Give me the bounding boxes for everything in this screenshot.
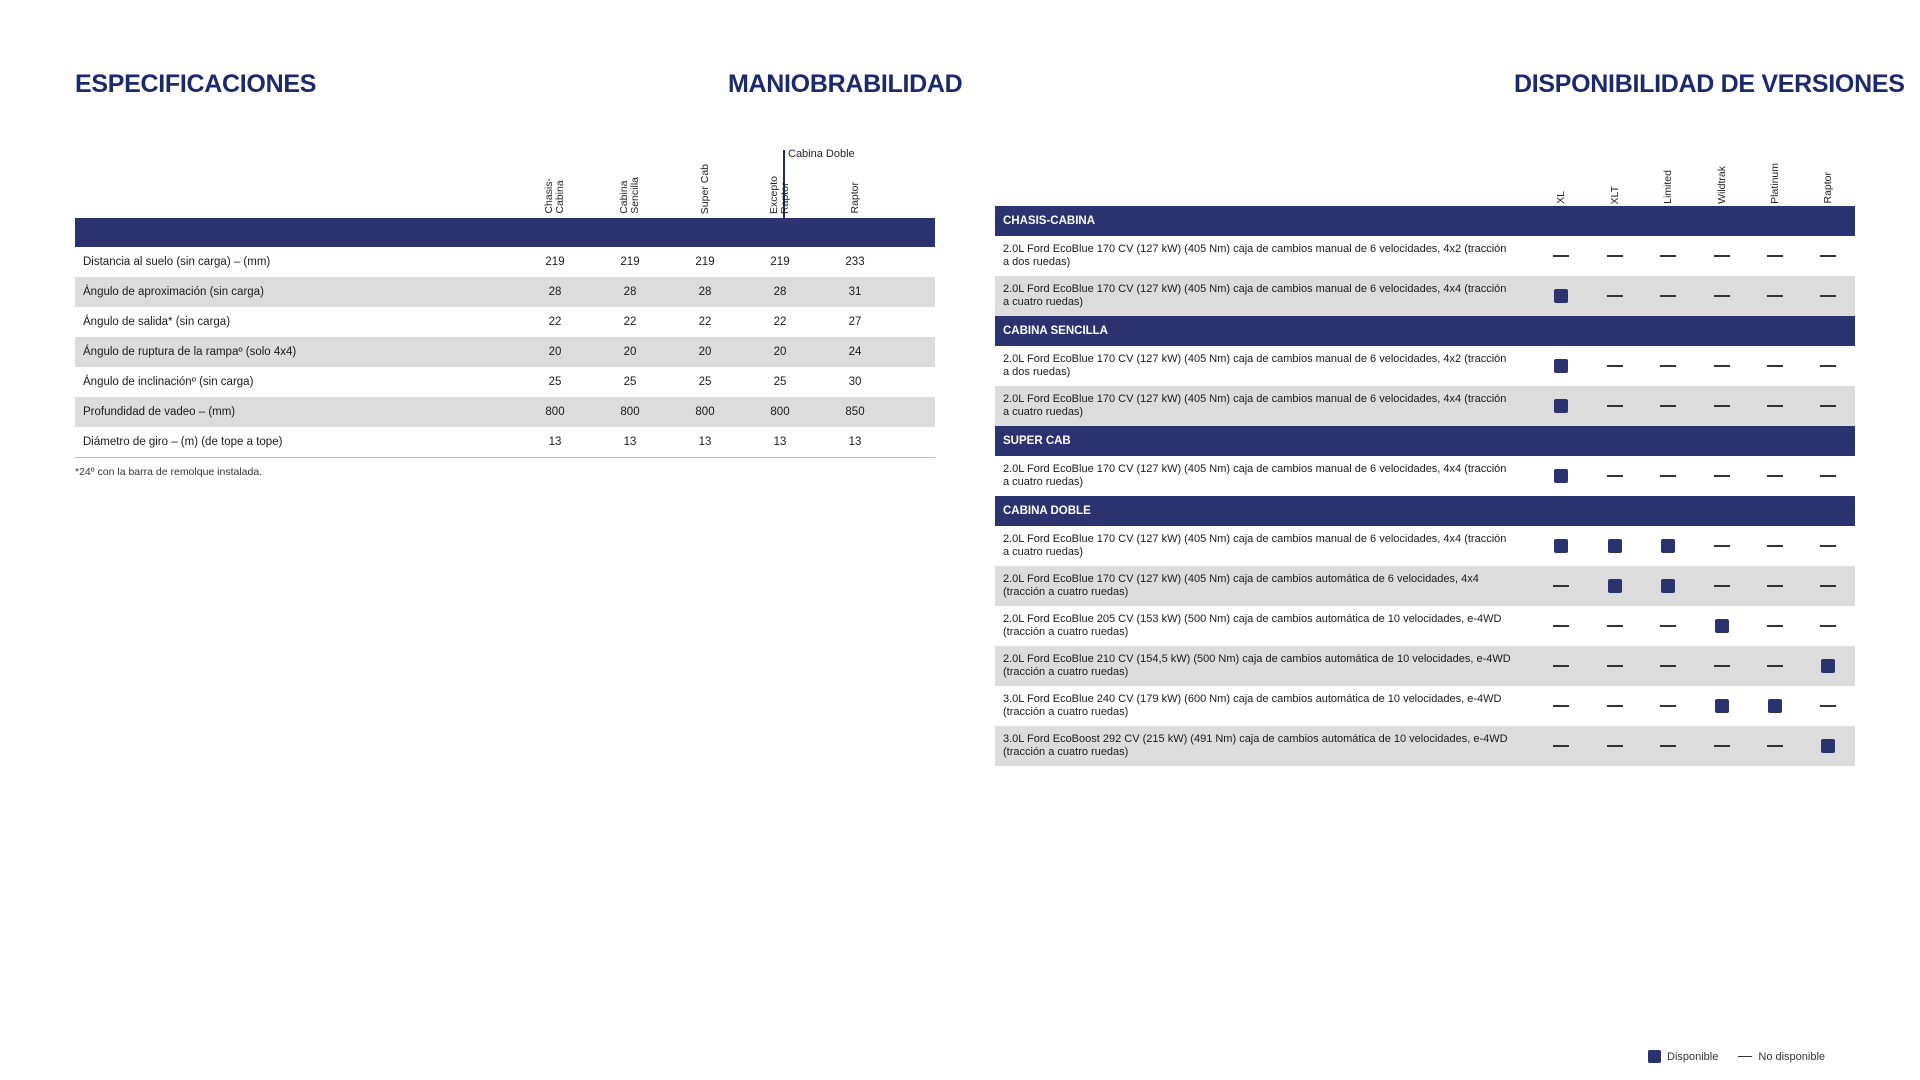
not-available-icon (1767, 545, 1783, 547)
column-header (595, 148, 665, 214)
cell-value: 22 (548, 316, 562, 328)
not-available-icon (1660, 625, 1676, 627)
column-label: XLT (1608, 185, 1621, 204)
available-icon (1715, 619, 1729, 633)
table-row (75, 307, 935, 337)
column-label: Raptor (1821, 172, 1834, 204)
engine-description: 2.0L Ford EcoBlue 170 CV (127 kW) (405 Nm) caja de cambios manual de 6 velocidades, 4x4 (tracción a cuatro ruedas) (1003, 532, 1507, 558)
engine-description: 3.0L Ford EcoBoost 292 CV (215 kW) (491 Nm) caja de cambios automática de 10 velocidades, e-4WD (tracción a cuatro ruedas) (1003, 732, 1508, 758)
cell-value: 22 (698, 316, 712, 328)
cell-value: 20 (773, 346, 787, 358)
available-icon (1554, 289, 1568, 303)
cell-value: 28 (773, 286, 787, 298)
available-icon (1715, 699, 1729, 713)
table-row (75, 397, 935, 427)
maniobrabilidad-header (75, 148, 935, 218)
disponibilidad-header (995, 150, 1855, 206)
engine-description: 2.0L Ford EcoBlue 170 CV (127 kW) (405 Nm) caja de cambios automática de 6 velocidades, 4x4 (tracción a cuatro ruedas) (1003, 572, 1479, 598)
available-icon (1648, 1050, 1661, 1063)
cell-value: 13 (773, 436, 787, 448)
not-available-icon (1607, 705, 1623, 707)
column-header (745, 148, 815, 214)
table-row (995, 346, 1855, 386)
not-available-icon (1607, 255, 1623, 257)
available-icon (1554, 469, 1568, 483)
column-label: Chasis- Cabina (543, 178, 566, 214)
not-available-icon (1660, 475, 1676, 477)
engine-description: 2.0L Ford EcoBlue 205 CV (153 kW) (500 Nm) caja de cambios automática de 10 velocidades, e-4WD (tracción a cuatro ruedas) (1003, 612, 1502, 638)
legend-available-label: Disponible (1667, 1050, 1719, 1063)
cell-value: 25 (623, 376, 637, 388)
not-available-icon (1553, 255, 1569, 257)
available-icon (1821, 659, 1835, 673)
not-available-icon (1607, 475, 1623, 477)
not-available-icon (1767, 365, 1783, 367)
not-available-icon (1660, 295, 1676, 297)
table-row (995, 686, 1855, 726)
cell-value: 22 (773, 316, 787, 328)
cell-value: 25 (698, 376, 712, 388)
engine-description: 2.0L Ford EcoBlue 170 CV (127 kW) (405 Nm) caja de cambios manual de 6 velocidades, 4x2 (tracción a dos ruedas) (1003, 242, 1507, 268)
column-header (1597, 148, 1633, 204)
not-available-icon (1553, 745, 1569, 747)
table-row (995, 566, 1855, 606)
not-available-icon (1553, 585, 1569, 587)
table-row (995, 606, 1855, 646)
not-available-icon (1738, 1056, 1752, 1058)
not-available-icon (1820, 295, 1836, 297)
not-available-icon (1607, 745, 1623, 747)
column-label: Limited (1661, 170, 1674, 204)
not-available-icon (1607, 365, 1623, 367)
engine-description: 3.0L Ford EcoBlue 240 CV (179 kW) (600 Nm) caja de cambios automática de 10 velocidades, e-4WD (tracción a cuatro ruedas) (1003, 692, 1502, 718)
cell-value: 13 (548, 436, 562, 448)
row-label: Diámetro de giro – (m) (de tope a tope) (83, 436, 283, 448)
available-icon (1554, 359, 1568, 373)
footnote: *24º con la barra de remolque instalada. (75, 466, 263, 478)
column-header (1543, 148, 1579, 204)
not-available-icon (1767, 665, 1783, 667)
table-row (75, 277, 935, 307)
available-icon (1661, 579, 1675, 593)
cell-value: 800 (695, 406, 715, 418)
not-available-icon (1767, 475, 1783, 477)
cell-value: 800 (620, 406, 640, 418)
column-header (1704, 148, 1740, 204)
cell-value: 31 (848, 286, 862, 298)
section-header: CABINA SENCILLA (995, 316, 1855, 346)
not-available-icon (1767, 585, 1783, 587)
section-header: SUPER CAB (995, 426, 1855, 456)
table-row (995, 726, 1855, 766)
cell-value: 13 (623, 436, 637, 448)
row-label: Ángulo de ruptura de la rampaº (solo 4x4) (83, 346, 297, 358)
cell-value: 28 (698, 286, 712, 298)
table-row (995, 526, 1855, 566)
legend (1648, 1050, 1825, 1063)
table-row (995, 646, 1855, 686)
section-header: CABINA DOBLE (995, 496, 1855, 526)
cell-value: 219 (545, 256, 565, 268)
not-available-icon (1660, 405, 1676, 407)
table-row (75, 337, 935, 367)
engine-description: 2.0L Ford EcoBlue 170 CV (127 kW) (405 Nm) caja de cambios manual de 6 velocidades, 4x4 (tracción a cuatro ruedas) (1003, 282, 1507, 308)
maniobrabilidad-rows (75, 247, 935, 457)
not-available-icon (1820, 365, 1836, 367)
cell-value: 800 (545, 406, 565, 418)
column-header (820, 148, 890, 214)
table-row (995, 276, 1855, 316)
not-available-icon (1820, 545, 1836, 547)
available-icon (1554, 399, 1568, 413)
not-available-icon (1714, 255, 1730, 257)
header-bar (75, 218, 935, 247)
group-label-cabina-doble: Cabina Doble (788, 148, 855, 160)
column-header (520, 148, 590, 214)
cell-value: 850 (845, 406, 865, 418)
not-available-icon (1607, 405, 1623, 407)
cell-value: 22 (623, 316, 637, 328)
not-available-icon (1767, 295, 1783, 297)
engine-description: 2.0L Ford EcoBlue 170 CV (127 kW) (405 Nm) caja de cambios manual de 6 velocidades, 4x4 (tracción a cuatro ruedas) (1003, 462, 1507, 488)
cell-value: 25 (548, 376, 562, 388)
cell-value: 27 (848, 316, 862, 328)
not-available-icon (1553, 665, 1569, 667)
not-available-icon (1660, 365, 1676, 367)
available-icon (1608, 579, 1622, 593)
engine-description: 2.0L Ford EcoBlue 210 CV (154,5 kW) (500 Nm) caja de cambios automática de 10 velocidades, e-4WD (tracción a cuatro ruedas) (1003, 652, 1511, 678)
column-header (670, 148, 740, 214)
not-available-icon (1714, 365, 1730, 367)
cell-value: 800 (770, 406, 790, 418)
cell-value: 24 (848, 346, 862, 358)
available-icon (1554, 539, 1568, 553)
row-label: Profundidad de vadeo – (mm) (83, 406, 236, 418)
section-header: CHASIS-CABINA (995, 206, 1855, 236)
cell-value: 13 (698, 436, 712, 448)
available-icon (1768, 699, 1782, 713)
not-available-icon (1767, 745, 1783, 747)
cell-value: 219 (770, 256, 790, 268)
cell-value: 20 (548, 346, 562, 358)
not-available-icon (1714, 585, 1730, 587)
not-available-icon (1820, 255, 1836, 257)
not-available-icon (1820, 625, 1836, 627)
not-available-icon (1820, 705, 1836, 707)
cell-value: 233 (845, 256, 865, 268)
table-row (75, 367, 935, 397)
engine-description: 2.0L Ford EcoBlue 170 CV (127 kW) (405 Nm) caja de cambios manual de 6 velocidades, 4x2 (tracción a dos ruedas) (1003, 352, 1507, 378)
not-available-icon (1553, 705, 1569, 707)
cell-value: 13 (848, 436, 862, 448)
column-label: Excepto Raptor (768, 176, 791, 214)
not-available-icon (1714, 545, 1730, 547)
disponibilidad-rows (995, 206, 1855, 766)
row-label: Distancia al suelo (sin carga) – (mm) (83, 256, 271, 268)
heading-disponibilidad: DISPONIBILIDAD DE VERSIONES (1514, 70, 1905, 98)
not-available-icon (1660, 745, 1676, 747)
not-available-icon (1820, 405, 1836, 407)
column-label: Cabina Sencilla (618, 177, 641, 214)
column-label: Super Cab (698, 163, 711, 214)
table-divider (75, 457, 935, 458)
cell-value: 30 (848, 376, 862, 388)
disponibilidad-table (995, 150, 1855, 766)
not-available-icon (1607, 295, 1623, 297)
not-available-icon (1714, 665, 1730, 667)
not-available-icon (1607, 625, 1623, 627)
not-available-icon (1714, 405, 1730, 407)
table-row (995, 456, 1855, 496)
column-label: Wildtrak (1715, 166, 1728, 204)
column-header (1650, 148, 1686, 204)
table-row (995, 236, 1855, 276)
legend-not-available-label: No disponible (1758, 1050, 1826, 1063)
not-available-icon (1767, 625, 1783, 627)
maniobrabilidad-table (75, 148, 935, 478)
engine-description: 2.0L Ford EcoBlue 170 CV (127 kW) (405 Nm) caja de cambios manual de 6 velocidades, 4x4 (tracción a cuatro ruedas) (1003, 392, 1507, 418)
heading-especificaciones: ESPECIFICACIONES (75, 70, 317, 98)
not-available-icon (1767, 405, 1783, 407)
column-label: Raptor (848, 182, 861, 214)
table-row (995, 386, 1855, 426)
table-row (75, 427, 935, 457)
not-available-icon (1660, 665, 1676, 667)
column-label: XL (1554, 191, 1567, 204)
not-available-icon (1714, 475, 1730, 477)
not-available-icon (1714, 745, 1730, 747)
available-icon (1661, 539, 1675, 553)
row-label: Ángulo de inclinaciónº (sin carga) (83, 376, 254, 388)
not-available-icon (1767, 255, 1783, 257)
cell-value: 219 (695, 256, 715, 268)
not-available-icon (1553, 625, 1569, 627)
not-available-icon (1820, 585, 1836, 587)
cell-value: 219 (620, 256, 640, 268)
not-available-icon (1820, 475, 1836, 477)
cell-value: 20 (698, 346, 712, 358)
available-icon (1821, 739, 1835, 753)
cell-value: 20 (623, 346, 637, 358)
cell-value: 25 (773, 376, 787, 388)
table-row (75, 247, 935, 277)
heading-maniobrabilidad: MANIOBRABILIDAD (728, 70, 963, 98)
column-header (1810, 148, 1846, 204)
not-available-icon (1714, 295, 1730, 297)
not-available-icon (1660, 255, 1676, 257)
not-available-icon (1607, 665, 1623, 667)
row-label: Ángulo de salida* (sin carga) (83, 316, 231, 328)
column-header (1757, 148, 1793, 204)
cell-value: 28 (548, 286, 562, 298)
not-available-icon (1660, 705, 1676, 707)
cell-value: 28 (623, 286, 637, 298)
row-label: Ángulo de aproximación (sin carga) (83, 286, 264, 298)
column-label: Platinum (1768, 163, 1781, 204)
available-icon (1608, 539, 1622, 553)
